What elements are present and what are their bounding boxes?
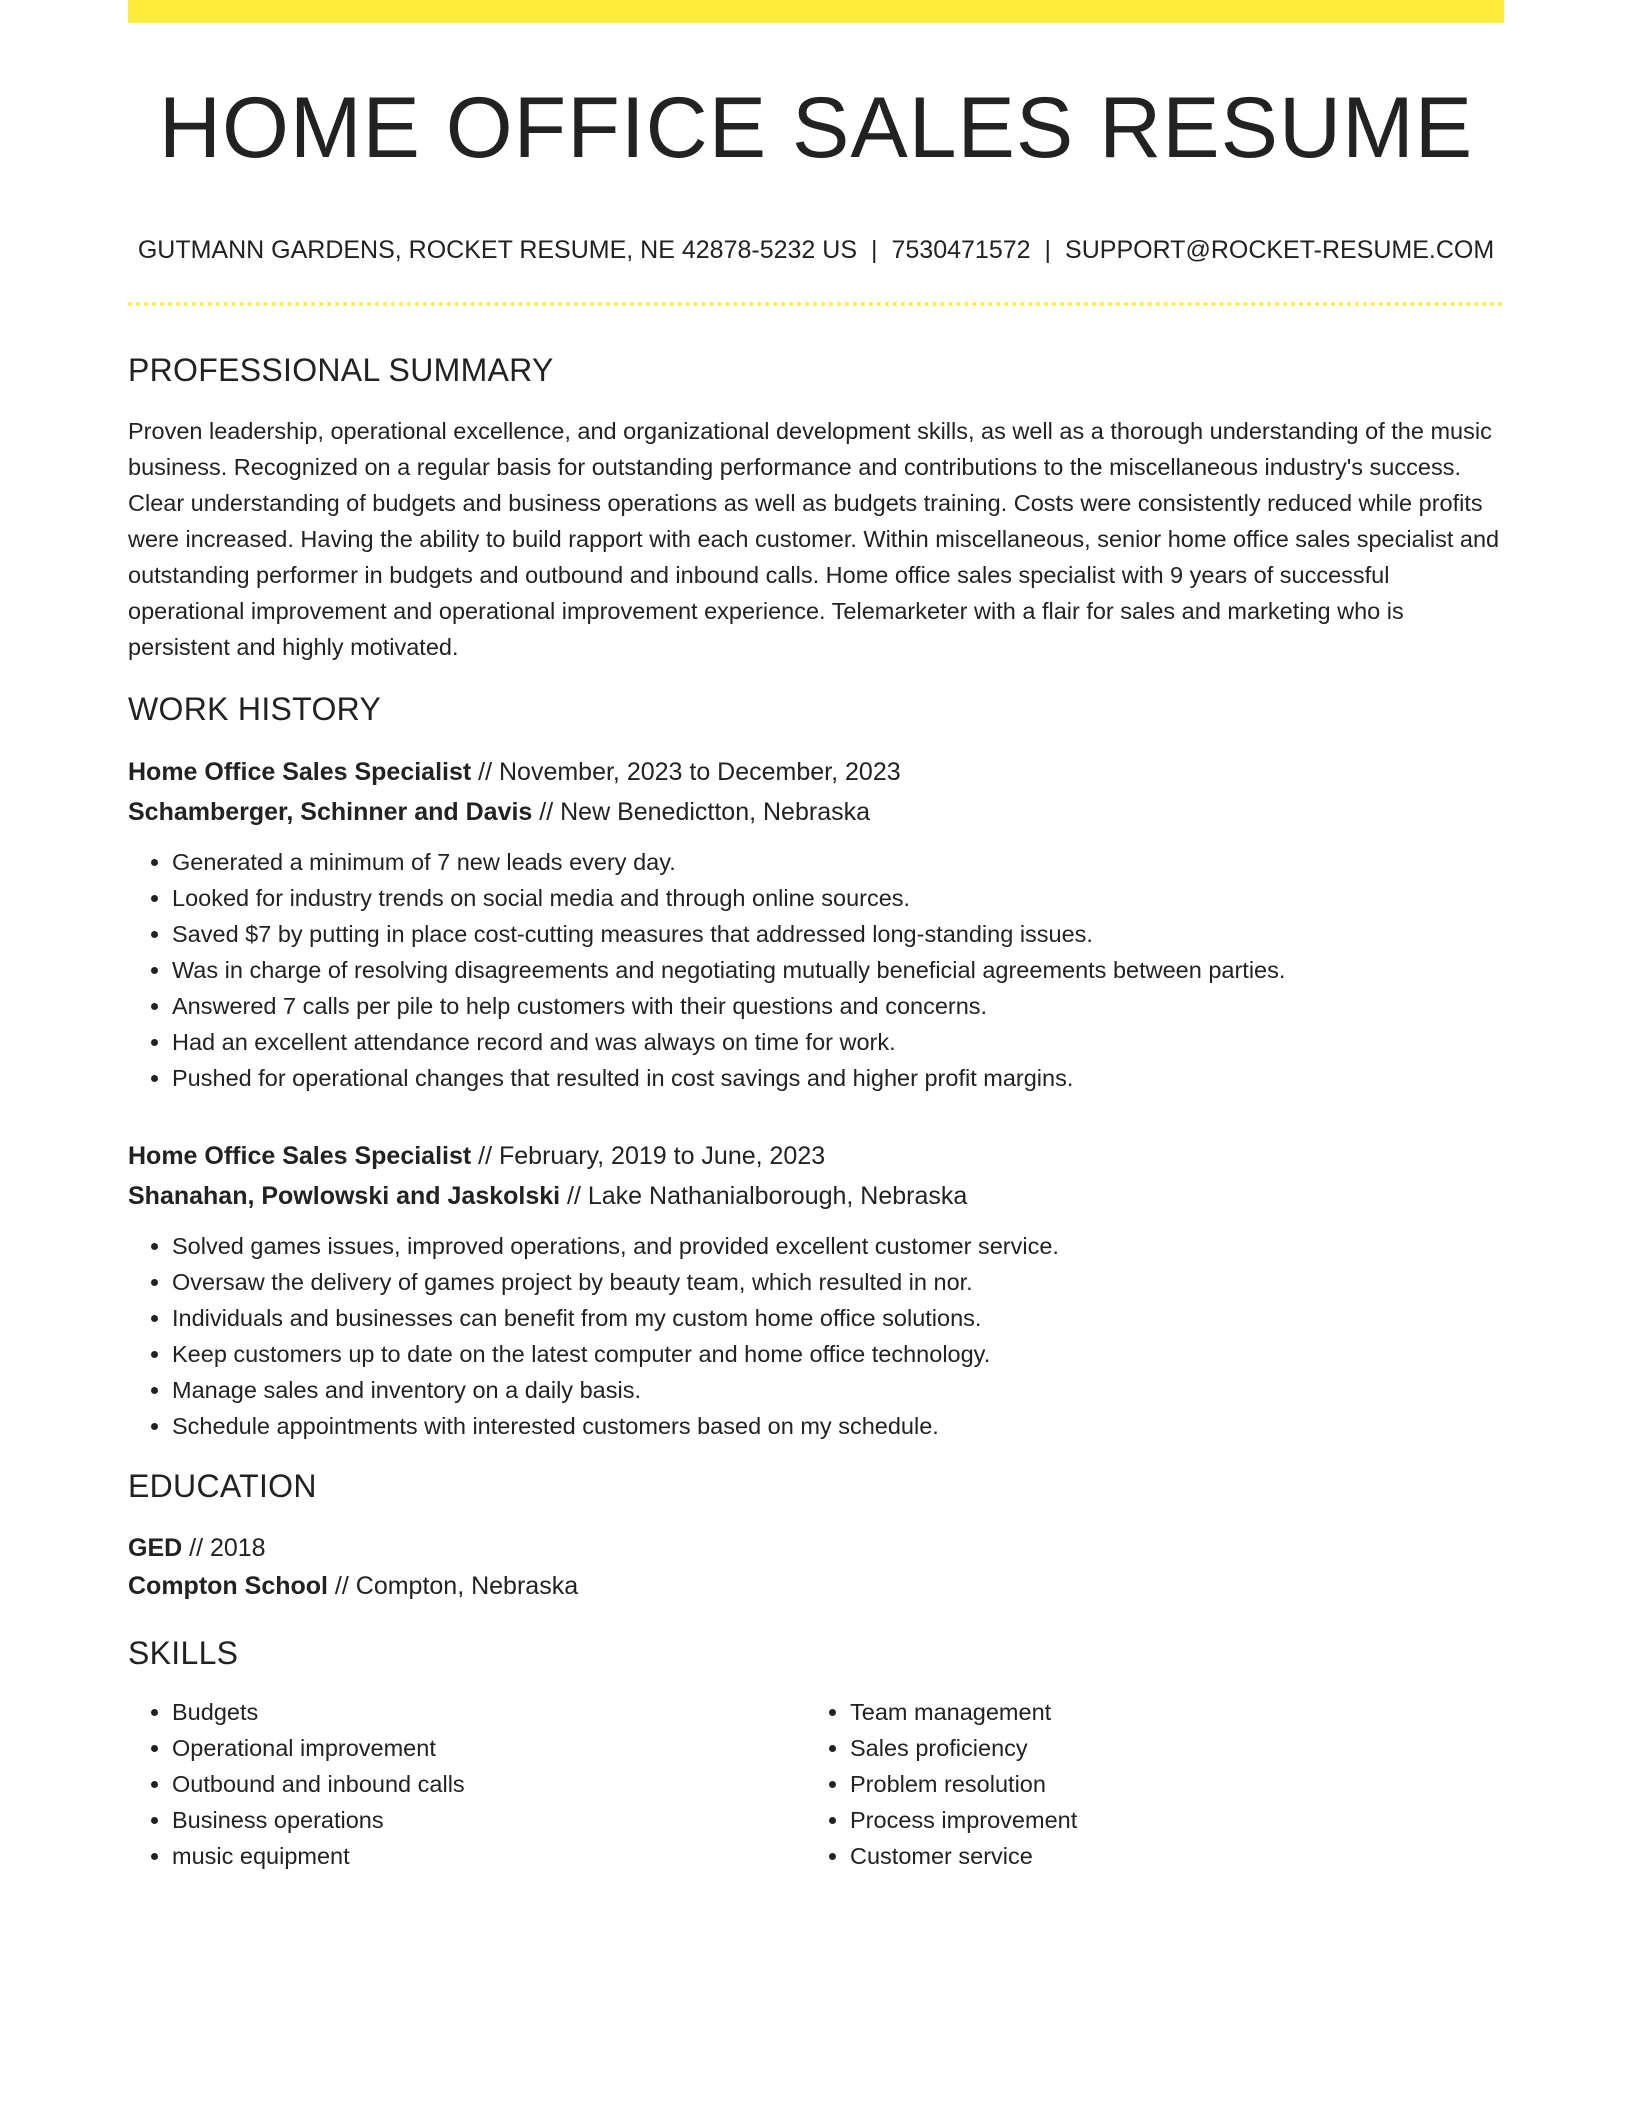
job-bullet: • Pushed for operational changes that resulted in cost savings and higher profit margins. xyxy=(172,1060,1504,1096)
job-entry xyxy=(128,1136,1504,1444)
skill-item: • Budgets xyxy=(172,1694,806,1730)
education-degree-line xyxy=(128,1529,1504,1567)
education-school: Compton School xyxy=(128,1572,328,1601)
accent-top-bar xyxy=(128,0,1504,23)
contact-email: SUPPORT@ROCKET-RESUME.COM xyxy=(1065,235,1495,264)
job-bullets xyxy=(128,844,1504,1096)
job-title-line xyxy=(128,752,1504,792)
job-company-line xyxy=(128,1176,1504,1216)
job-entry xyxy=(128,752,1504,1096)
job-bullet: • Saved $7 by putting in place cost-cutting measures that addressed long-standing issues. xyxy=(172,916,1504,952)
skills-heading: SKILLS xyxy=(128,1635,239,1672)
job-bullet: • Individuals and businesses can benefit from my custom home office solutions. xyxy=(172,1300,1504,1336)
education-location: // Compton, Nebraska xyxy=(327,1572,579,1601)
contact-address: GUTMANN GARDENS, ROCKET RESUME, NE 42878-5232 US xyxy=(137,235,857,264)
education-school-line xyxy=(128,1567,1504,1605)
education-degree: GED xyxy=(128,1534,183,1563)
job-bullet: • Had an excellent attendance record and was always on time for work. xyxy=(172,1024,1504,1060)
job-bullet: • Oversaw the delivery of games project by beauty team, which resulted in nor. xyxy=(172,1264,1504,1300)
summary-text: Proven leadership, operational excellence, and organizational development skills, as well as a thorough understanding of the music business. Recognized on a regular basis for outstanding performance and contributions to the miscellaneous industry's success. Clear understanding of budgets and business operations as well as budgets training. Costs were consistently reduced while profits were increased. Having the ability to build rapport with each customer. Within miscellaneous, senior home office sales specialist and outstanding performer in budgets and outbound and inbound calls. Home office sales specialist with 9 years of successful operational improvement and operational improvement experience. Telemarketer with a flair for sales and marketing who is persistent and highly motivated. xyxy=(128,418,1500,661)
contact-line xyxy=(128,234,1504,267)
skills-columns xyxy=(128,1694,1504,1874)
dotted-divider xyxy=(128,302,1504,306)
job-bullet: • Schedule appointments with interested customers based on my schedule. xyxy=(172,1408,1504,1444)
job-location: // Lake Nathanialborough, Nebraska xyxy=(560,1182,968,1211)
work-history-heading: WORK HISTORY xyxy=(128,691,382,728)
job-bullet: • Generated a minimum of 7 new leads every day. xyxy=(172,844,1504,880)
skill-item: • Team management xyxy=(850,1694,1484,1730)
skill-item: • Operational improvement xyxy=(172,1730,806,1766)
job-company: Shanahan, Powlowski and Jaskolski xyxy=(128,1182,561,1211)
education-year: // 2018 xyxy=(182,1534,266,1563)
job-bullet: • Manage sales and inventory on a daily basis. xyxy=(172,1372,1504,1408)
skill-item: • Sales proficiency xyxy=(850,1730,1484,1766)
skill-item: • music equipment xyxy=(172,1838,806,1874)
resume-title: HOME OFFICE SALES RESUME xyxy=(158,80,1474,176)
skill-item: • Process improvement xyxy=(850,1802,1484,1838)
skill-item: • Business operations xyxy=(172,1802,806,1838)
resume-page xyxy=(128,0,1504,1874)
contact-phone: 7530471572 xyxy=(891,235,1031,264)
job-company: Schamberger, Schinner and Davis xyxy=(128,798,533,827)
job-company-line xyxy=(128,792,1504,832)
job-title: Home Office Sales Specialist xyxy=(128,758,472,787)
job-title-line xyxy=(128,1136,1504,1176)
job-dates: // February, 2019 to June, 2023 xyxy=(471,1142,826,1171)
job-title: Home Office Sales Specialist xyxy=(128,1142,472,1171)
skills-list-left xyxy=(128,1694,806,1874)
job-bullet: • Looked for industry trends on social media and through online sources. xyxy=(172,880,1504,916)
job-bullet: • Was in charge of resolving disagreements and negotiating mutually beneficial agreements between parties. xyxy=(172,952,1504,988)
skills-list-right xyxy=(806,1694,1484,1874)
education-heading: EDUCATION xyxy=(128,1468,317,1505)
contact-separator: | xyxy=(1044,235,1052,264)
job-bullet: • Solved games issues, improved operations, and provided excellent customer service. xyxy=(172,1228,1504,1264)
skill-item: • Outbound and inbound calls xyxy=(172,1766,806,1802)
skill-item: • Problem resolution xyxy=(850,1766,1484,1802)
job-dates: // November, 2023 to December, 2023 xyxy=(471,758,901,787)
job-location: // New Benedictton, Nebraska xyxy=(532,798,870,827)
education-entry xyxy=(128,1529,1504,1605)
job-bullets xyxy=(128,1228,1504,1444)
job-bullet: • Answered 7 calls per pile to help customers with their questions and concerns. xyxy=(172,988,1504,1024)
summary-heading: PROFESSIONAL SUMMARY xyxy=(128,352,554,389)
job-bullet: • Keep customers up to date on the latest computer and home office technology. xyxy=(172,1336,1504,1372)
contact-separator: | xyxy=(871,235,878,264)
skill-item: • Customer service xyxy=(850,1838,1484,1874)
